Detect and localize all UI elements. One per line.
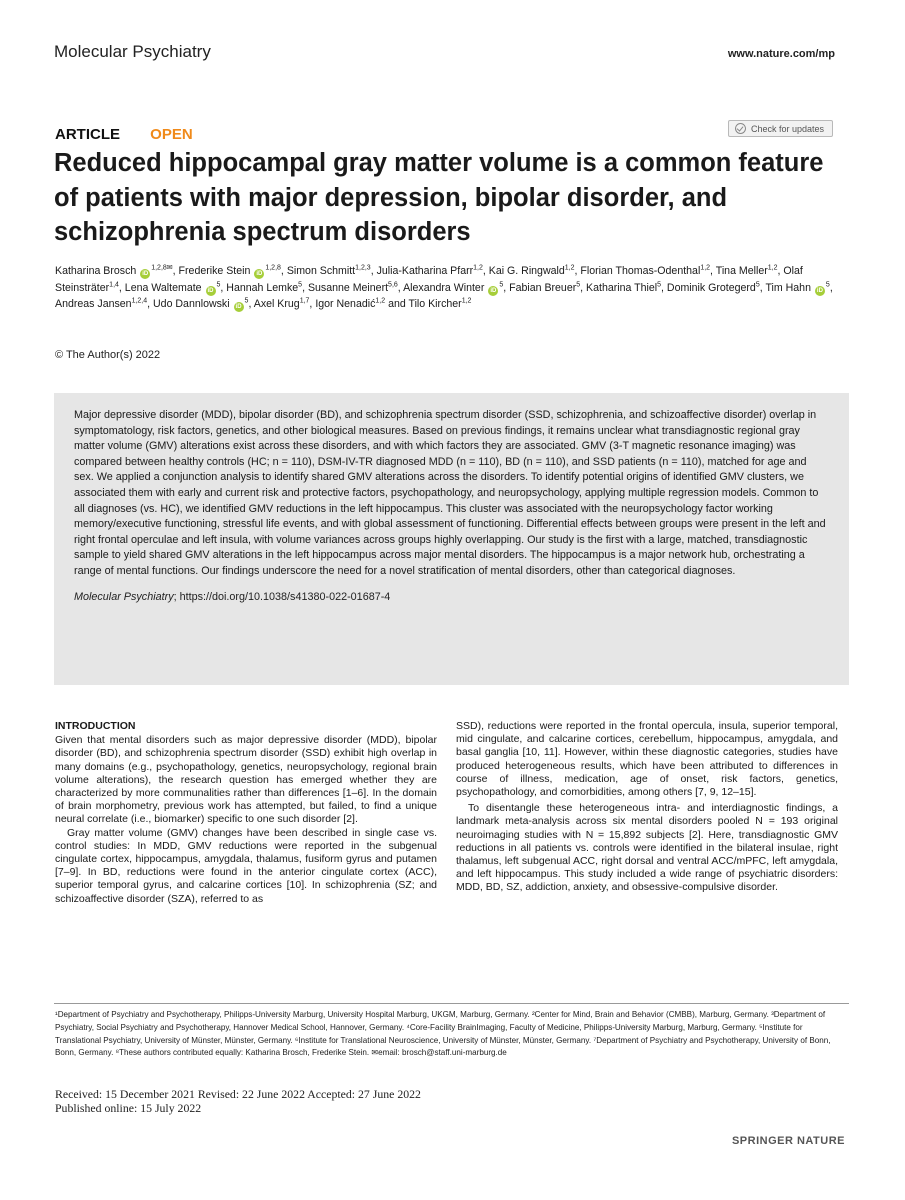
author-affiliation: 5 <box>244 297 249 305</box>
author[interactable] <box>403 282 503 294</box>
author[interactable] <box>179 265 281 277</box>
intro-paragraph-1: Given that mental disorders such as major depressive disorder (MDD), bipolar disorder (BD), and schizophrenia spectrum disorder (SSD) exhibit high overlap in many domains (e.g., psychopathology, genetics, neuropsychology, regional brain volume alterations), the research question has emerged whether they are characterized by more communalities rather than differences [1–6]. In the domain of brain morphometry, previous work has attempted, but failed, to find a unique neural correlate (i.e., biomarker) specific to one such disorder [2]. <box>55 734 437 826</box>
check-for-updates-button[interactable] <box>728 120 833 137</box>
author-name: Katharina Thiel <box>586 281 658 294</box>
author-affiliation: 1,2,8✉ <box>151 264 173 272</box>
author[interactable] <box>509 282 580 294</box>
author[interactable] <box>580 265 710 277</box>
author[interactable] <box>308 282 398 294</box>
author-affiliation: 5 <box>576 280 581 288</box>
section-heading-introduction: INTRODUCTION <box>55 720 136 732</box>
author-name: Hannah Lemke <box>226 281 299 294</box>
author-affiliation: 5 <box>499 280 504 288</box>
publication-dates <box>55 1087 421 1115</box>
citation-journal: Molecular Psychiatry <box>74 590 174 603</box>
author-affiliation: 5 <box>657 280 662 288</box>
author-name: Fabian Breuer <box>509 281 577 294</box>
author-affiliation: 5 <box>216 280 221 288</box>
abstract-text: Major depressive disorder (MDD), bipolar disorder (BD), and schizophrenia spectrum disorder (SSD, schizophrenia, and schizoaffective disorder) overlap in symptomatology, risk factors, genetics, and other biological measures. Based on previous findings, it remains unclear what transdiagnostic regional gray matter volume (GMV) alterations exist across these disorders, and with which factors they are associated. GMV (3-T magnetic resonance imaging) was compared between healthy controls (HC; n = 110), DSM-IV-TR diagnosed MDD (n = 110), BD (n = 110), and SSD patients (n = 110), matched for age and sex. We applied a conjunction analysis to identify shared GMV alterations across the disorders. To identify potential origins of identified GMV clusters, we associated them with early and current risk and protective factors, psychopathology, and neuropsychology, applying multiple regression models. Common to all diagnoses (vs. HC), we identified GMV reductions in the left hippocampus. This cluster was associated with the neuropsychology factor working memory/executive functioning, stressful life events, and with global assessment of functioning. Differential effects between groups were present in the left and right frontal operculae and left insula, with volume variances across groups highly overlapping. Our study is the first with a large, matched, transdiagnostic sample to yield shared GMV alterations in the left hippocampus across major mental disorders. The hippocampus is a major network hub, orchestrating a range of mental functions. Our findings underscore the need for a novel stratification of mental disorders, other than categorical diagnoses. <box>74 409 826 577</box>
author-name: Alexandra Winter <box>403 281 485 294</box>
author-name: Susanne Meinert <box>307 281 389 294</box>
abstract-citation <box>74 590 829 606</box>
published-online-date: Published online: 15 July 2022 <box>55 1101 202 1115</box>
intro-paragraph-3: SSD), reductions were reported in the frontal opercula, insula, superior temporal, mid cingulate, and calcarine cortices, cerebellum, hippocampus, amygdala, and basal ganglia [10, 11]. However, within these diagnostic categories, studies have produced heterogeneous results, which have been attributed to differences in course of illness, medication, age of onset, risk factors, genetics, psychopathology, and comorbidities, among others [7, 9, 12–15]. <box>456 720 838 799</box>
author[interactable] <box>667 282 760 294</box>
orcid-icon[interactable]: iD <box>490 287 497 294</box>
author-name: Axel Krug <box>253 298 300 310</box>
author-affiliation: 1,2,3 <box>355 264 371 272</box>
author[interactable] <box>377 265 483 277</box>
author-name: Simon Schmitt <box>286 265 356 277</box>
received-revised-accepted-dates: Received: 15 December 2021 Revised: 22 June 2022 Accepted: 27 June 2022 <box>55 1087 421 1101</box>
article-title: Reduced hippocampal gray matter volume is a common feature of patients with major depression, bipolar disorder, and schizophrenia spectrum disorders <box>54 149 824 246</box>
body-column-right <box>456 720 838 895</box>
author-name: Andreas Jansen <box>55 298 132 310</box>
journal-url[interactable]: www.nature.com/mp <box>727 48 835 60</box>
author-name: Dominik Grotegerd <box>666 281 756 294</box>
journal-name: Molecular Psychiatry <box>54 42 211 61</box>
orcid-icon[interactable]: iD <box>235 304 242 310</box>
author-list: Katharina Brosch $iD^{1,2,8✉}$, Frederike Stein iD$^{1,2,8}$, Simon Schmitt$^{1,2,3}$, Julia-Katharina Pfarr$^{1,2}$, Kai G. Ringwald$^{1,2}$, Florian Thomas-Odenthal$^{1,2}$, Tina Meller$^{1,2}$, Olaf Steinsträter$^{1,4}$, Lena Waltemate $iD^5$, Hannah Lemke$^5$, Susanne Meinert$^{5,6}$, Alexandra Winter $iD^5$, Fabian Breuer$^5$, Katharina Thiel$^5$, Dominik Grotegerd$^5$, Tim Hahn $iD^5$, Andreas Jansen$^{1,2,4}$, Udo Dannlowski $iD^5$, Axel Krug$^{1,7}$, Igor Nenadić$^{1,2}$ and Tilo Kircher$^{1,2}$ <box>55 264 833 310</box>
footnote-divider <box>54 1003 849 1004</box>
author[interactable] <box>153 298 248 310</box>
article-type-label: ARTICLE <box>55 126 120 143</box>
author-name: Frederike Stein <box>178 265 251 277</box>
open-access-label: OPEN <box>150 126 193 143</box>
publisher-logo: SPRINGER NATURE <box>731 1135 845 1147</box>
orcid-icon[interactable]: iD <box>207 287 214 294</box>
check-updates-icon <box>735 123 746 134</box>
abstract-box <box>54 393 849 685</box>
author[interactable] <box>125 282 221 294</box>
body-column-left <box>55 720 437 906</box>
author[interactable] <box>489 265 575 277</box>
author-name: Tim Hahn <box>765 281 811 294</box>
author-name: Tilo Kircher <box>408 298 462 310</box>
author-affiliation: 1,2 <box>473 264 483 272</box>
author[interactable] <box>55 298 147 310</box>
copyright-notice: © The Author(s) 2022 <box>55 349 161 361</box>
author-name: Kai G. Ringwald <box>488 265 565 277</box>
author-affiliation: 1,2,4 <box>131 297 148 305</box>
orcid-icon[interactable]: iD <box>816 287 823 294</box>
intro-paragraph-4: To disentangle these heterogeneous intra- and interdiagnostic findings, a landmark meta-analysis across six mental disorders pooled N = 193 original neuroimaging studies with N = 15,892 subjects [2]. Here, transdiagnostic GMV reductions in all patients vs. controls were identified in the bilateral insulae, right thalamus, left subgenual ACC, right dorsal and ventral ACC/mPFC, left amygdala, and left hippocampus. This study included a wide range of psychiatric disorders: MDD, BD, SZ, addiction, anxiety, and obsessive-compulsive disorder. <box>456 802 838 894</box>
author-name: Udo Dannlowski <box>153 298 230 310</box>
author-affiliation: 1,2 <box>375 297 386 305</box>
author[interactable] <box>287 265 371 277</box>
author[interactable] <box>315 298 385 310</box>
author-name: Florian Thomas-Odenthal <box>580 265 701 277</box>
author-name: Katharina Brosch <box>55 265 137 277</box>
author-affiliation: 1,2 <box>767 264 778 272</box>
author-affiliation: 5 <box>755 280 760 288</box>
intro-paragraph-2: Gray matter volume (GMV) changes have been described in single case vs. control studies: In MDD, GMV reductions were reported in the subgenual cingulate cortex, hippocampus, amygdala, thalamus, fusiform gyrus and putamen [7–9]. In BD, reductions were found in the anterior cingulate cortex (ACC), superior temporal gyrus, and calcarine cortices [10]. In schizophrenia (SZ; and schizoaffective disorder (SZA), referred to as <box>55 826 437 905</box>
author[interactable] <box>409 298 472 310</box>
author-name: Julia-Katharina Pfarr <box>376 265 474 277</box>
author[interactable] <box>226 282 302 294</box>
author-affiliation: 1,2 <box>564 264 575 272</box>
author[interactable] <box>254 298 310 310</box>
affiliations-footnote: ¹Department of Psychiatry and Psychotherapy, Philipps-University Marburg, University Hospital Marburg, UKGM, Marburg, Germany. ²Center for Mind, Brain and Behavior (CMBB), Marburg, Germany. ³Department of Psychiatry, Social Psychiatry and Psychotherapy, Hannover Medical School, Hannover, Germany. ⁴Core-Facility BrainImaging, Faculty of Medicine, Philipps-University Marburg, Marburg, Germany. ⁵Institute for Translational Psychiatry, University of Münster, Münster, Germany. ⁶Institute for Translational Neuroscience, University of Münster, Münster, Germany. ⁷Department of Psychiatry and Psychotherapy, University of Bonn, Bonn, Germany. ⁸These authors contributed equally: Katharina Brosch, Frederike Stein. ✉email: brosch@staff.uni-marburg.de <box>55 1010 831 1058</box>
author-affiliation: 5 <box>825 280 830 288</box>
author[interactable] <box>55 265 173 277</box>
author-name: Tina Meller <box>715 265 768 277</box>
citation-doi[interactable]: ; https://doi.org/10.1038/s41380-022-01687-4 <box>173 590 391 603</box>
author-affiliation: 5,6 <box>388 280 398 288</box>
author-name: Olaf Steinsträter <box>55 265 803 294</box>
author-name: Lena Waltemate <box>124 281 202 294</box>
author[interactable] <box>716 265 778 277</box>
author-affiliation: 1,2 <box>461 297 472 305</box>
author-affiliation: 1,2 <box>700 264 711 272</box>
author-affiliation: 5 <box>298 280 303 288</box>
check-updates-label: Check for updates <box>751 123 825 134</box>
article-label-row <box>55 126 193 143</box>
author-affiliation: 1,7 <box>299 297 310 305</box>
author-affiliation: 1,2,8 <box>265 264 281 272</box>
author-name: Igor Nenadić <box>315 298 376 310</box>
author-affiliation: 1,4 <box>109 280 119 288</box>
author[interactable] <box>586 282 661 294</box>
orcid-icon[interactable]: iD <box>256 271 263 277</box>
author[interactable] <box>765 282 829 294</box>
orcid-icon[interactable]: iD <box>142 271 149 277</box>
